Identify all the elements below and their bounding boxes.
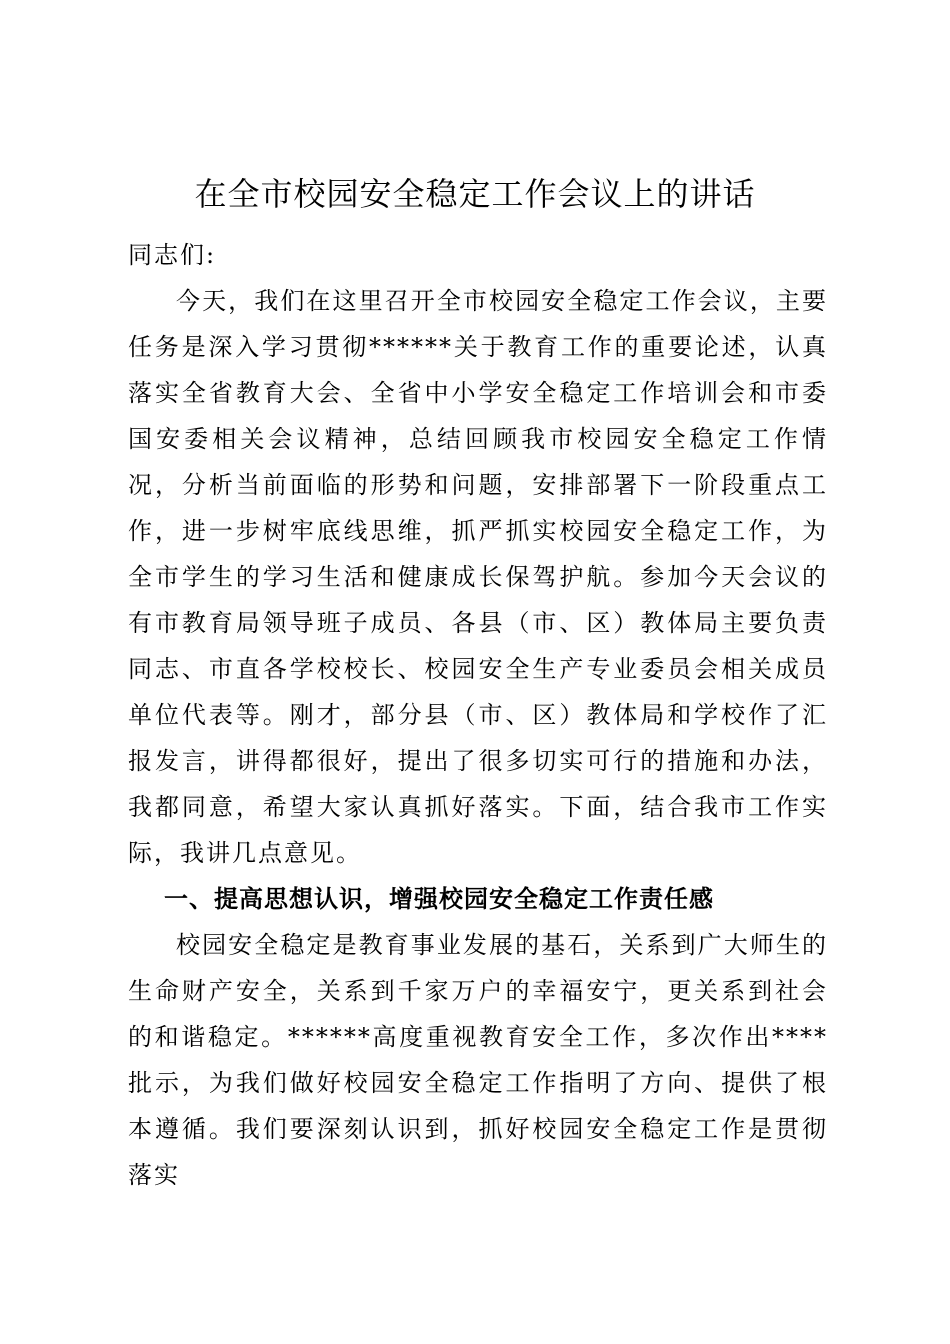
document-body [128, 232, 828, 1198]
paragraph-section-1: 校园安全稳定是教育事业发展的基石，关系到广大师生的生命财产安全，关系到千家万户的幸福安宁，更关系到社会的和谐稳定。******高度重视教育安全工作，多次作出****批示，为我们做好校园安全稳定工作指明了方向、提供了根本遵循。我们要深刻认识到，抓好校园安全稳定工作是贯彻落实 [128, 931, 828, 1189]
salutation: 同志们: [128, 241, 217, 269]
paragraph-opening: 今天，我们在这里召开全市校园安全稳定工作会议，主要任务是深入学习贯彻******关于教育工作的重要论述，认真落实全省教育大会、全省中小学安全稳定工作培训会和市委国安委相关会议精神，总结回顾我市校园安全稳定工作情况，分析当前面临的形势和问题，安排部署下一阶段重点工作，进一步树牢底线思维，抓严抓实校园安全稳定工作，为全市学生的学习生活和健康成长保驾护航。参加今天会议的有市教育局领导班子成员、各县（市、区）教体局主要负责同志、市直各学校校长、校园安全生产专业委员会相关成员单位代表等。刚才，部分县（市、区）教体局和学校作了汇报发言，讲得都很好，提出了很多切实可行的措施和办法，我都同意，希望大家认真抓好落实。下面，结合我市工作实际，我讲几点意见。 [128, 287, 828, 867]
document-title: 在全市校园安全稳定工作会议上的讲话 [194, 175, 756, 213]
section-heading-1: 一、提高思想认识，增强校园安全稳定工作责任感 [164, 885, 714, 913]
